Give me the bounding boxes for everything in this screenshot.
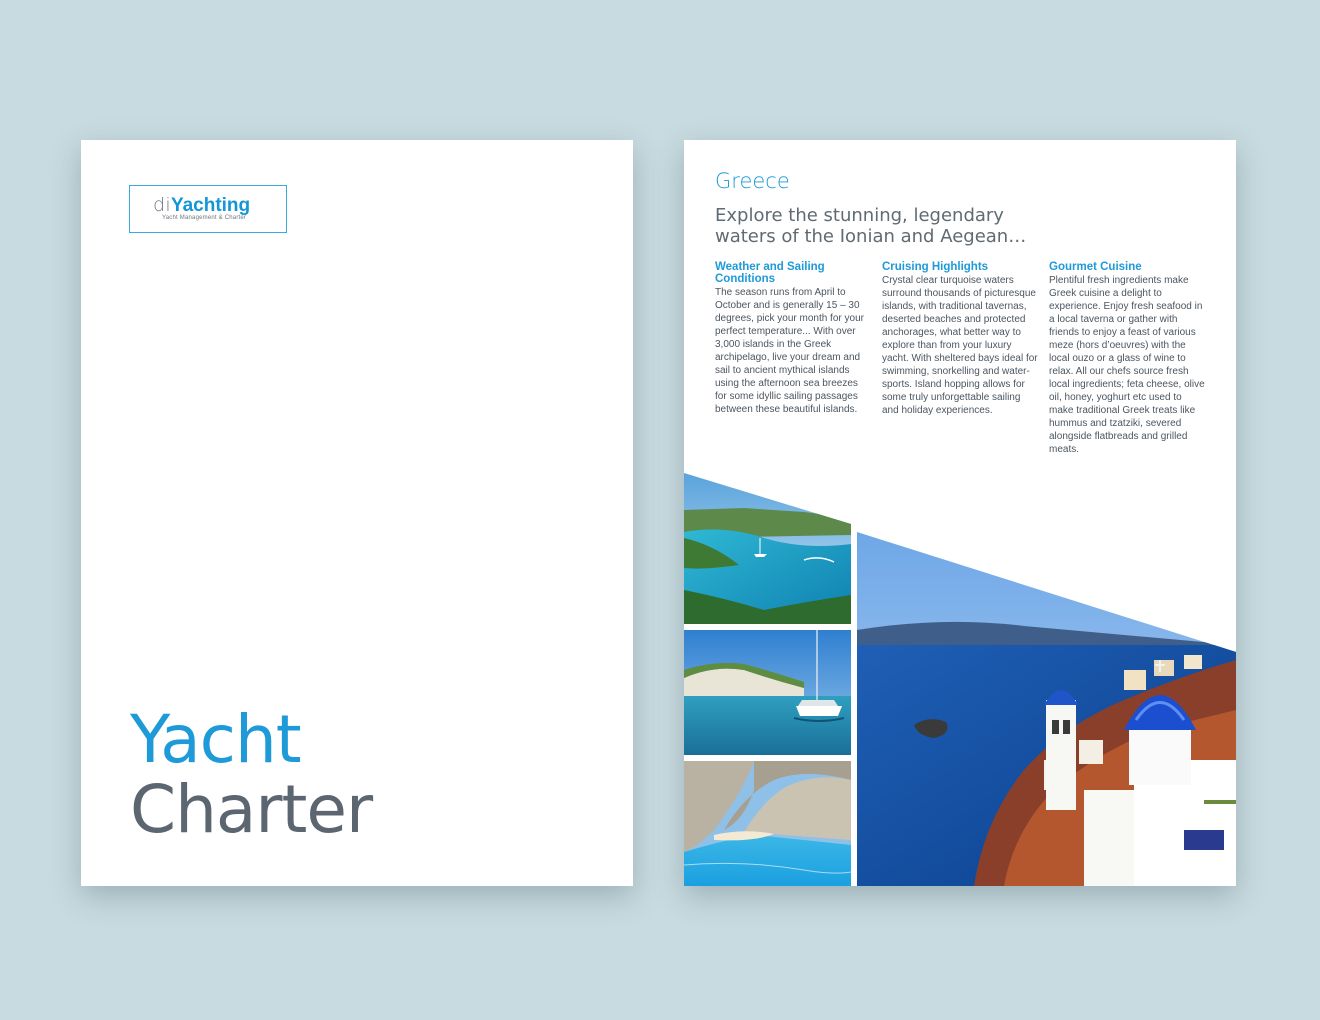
brochure-cover-page [81, 140, 633, 886]
logo-tagline: Yacht Management & Charter [162, 215, 247, 221]
column-body: Plentiful fresh ingredients make Greek cuisine a delight to experience. Enjoy fresh seafood in a local taverna or gather with friends to enjoy a feast of various meze (hors d’oeuvres) with the local ouzo or a glass of wine to relax. All our chefs source fresh local ingredients; feta cheese, olive oil, honey, yoghurt etc used to make traditional Greek treats like hummus and tzatziki, severed alongside flatbreads and grilled meats. [1049, 275, 1205, 455]
column-title: Cruising Highlights [882, 261, 989, 273]
photo-turquoise-bay [684, 473, 851, 624]
cover-title-line-1: Yacht [130, 701, 301, 778]
brochure-inside-page [684, 140, 1236, 886]
photo-catamaran-cliffs [684, 630, 851, 755]
column-title: Gourmet Cuisine [1049, 261, 1142, 273]
column-body: The season runs from April to October and is generally 15 – 30 degrees, pick your month for your perfect temperature... With over 3,000 islands in the Greek archipelago, live your dream and sail to ancient mythical islands using the afternoon sea breezes for some idyllic sailing passages between these beautiful islands. [715, 287, 864, 415]
column-body: Crystal clear turquoise waters surround thousands of picturesque islands, with traditional tavernas, deserted beaches and protected anchorages, what better way to explore than from your luxury yacht. With sheltered bays ideal for swimming, snorkelling and water-sports. Island hopping allows for some truly unforgettable sailing and holiday experiences. [882, 275, 1038, 416]
page-heading: Greece [715, 169, 790, 193]
column-title: Weather and Sailing Conditions [715, 261, 825, 285]
cover-title-line-2: Charter [130, 771, 373, 848]
page-subheading: Explore the stunning, legendary waters of the Ionian and Aegean… [715, 205, 1027, 247]
logo-prefix: di [153, 194, 171, 216]
photo-navagio-beach [684, 761, 851, 886]
diyachting-logo [129, 185, 287, 233]
photo-santorini [857, 532, 1236, 886]
cover-title [130, 701, 373, 848]
logo-name: Yachting [170, 195, 251, 216]
photo-collage [684, 140, 1236, 886]
